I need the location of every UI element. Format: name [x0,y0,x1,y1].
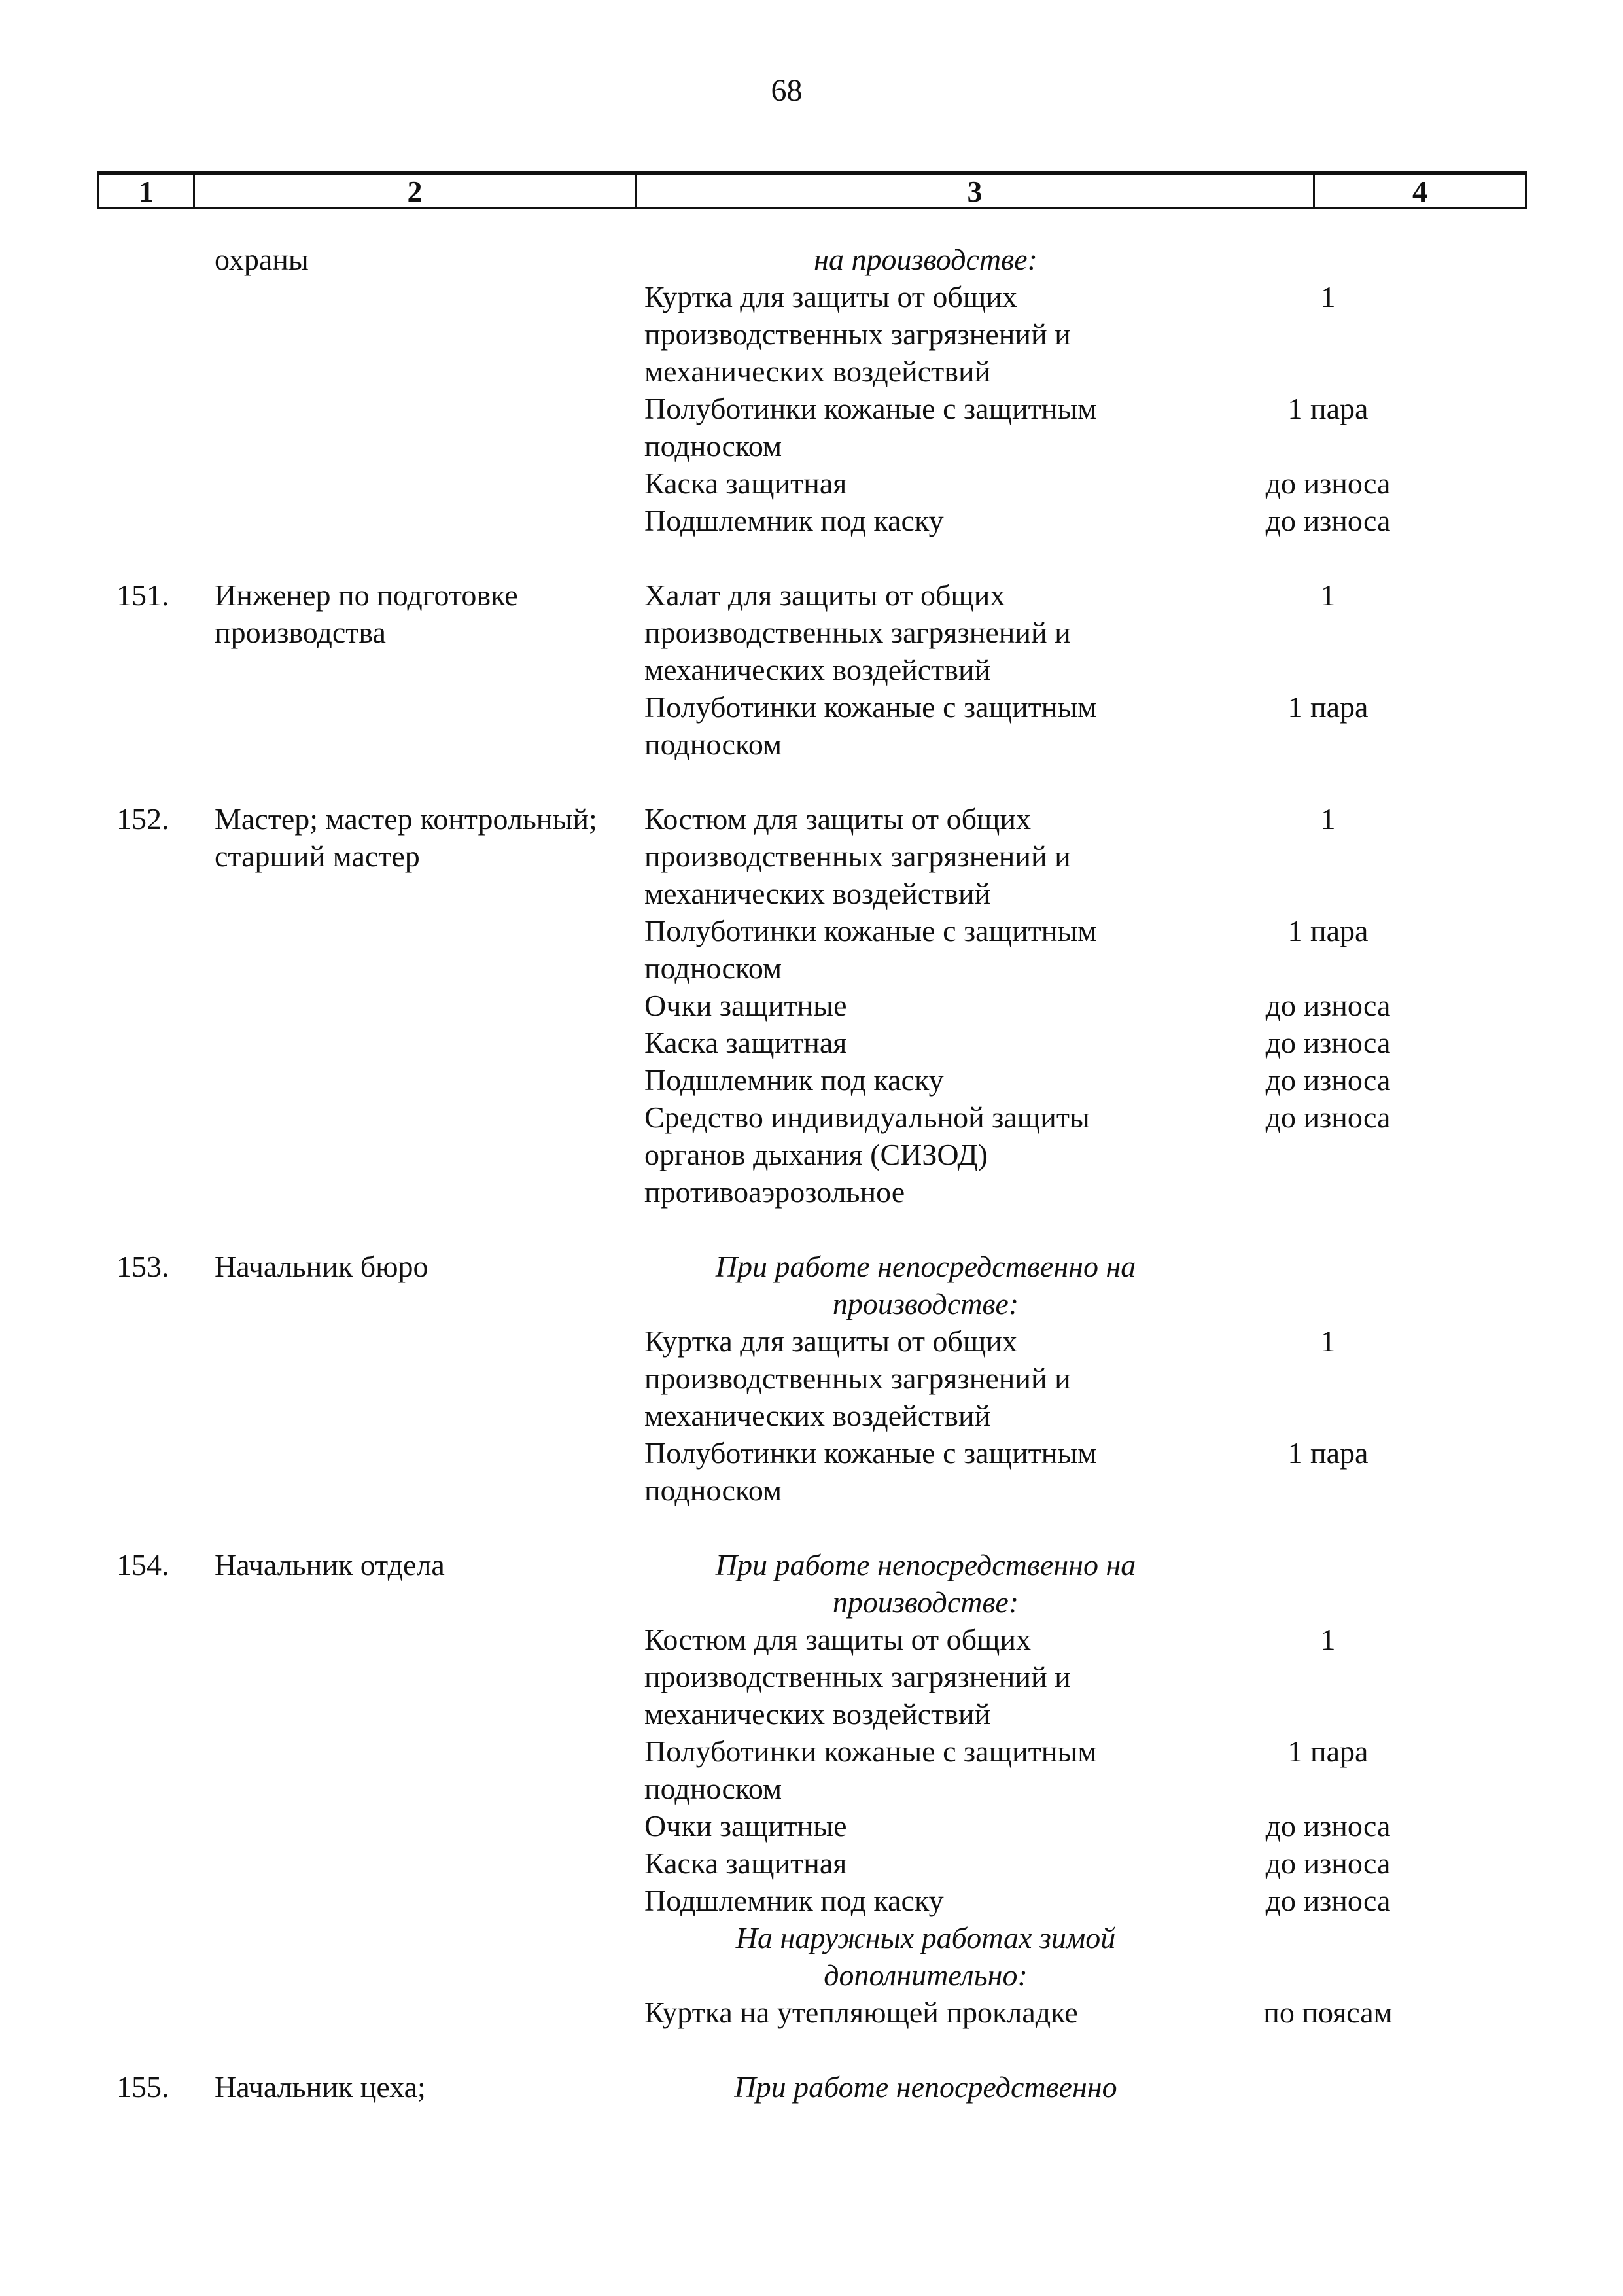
condition-note: При работе непосредственно [734,2070,1117,2104]
ppe-row [644,1322,1521,1434]
ppe-item: Очки защитные [644,1809,847,1843]
entry [0,241,1623,539]
ppe-quantity: 1 [1320,802,1336,836]
ppe-item: Полуботинки кожаные с защитным подноском [644,914,1097,985]
entry-items [644,1546,1521,2031]
entry-profession: Начальник отдела [215,1548,445,1581]
ppe-row [644,1621,1521,1733]
ppe-quantity: по поясам [1263,1996,1393,2029]
ppe-row [644,1434,1521,1509]
column-header-3: 3 [637,175,1315,207]
ppe-quantity: 1 [1320,280,1336,313]
entry-number: 153. [116,1250,169,1283]
ppe-quantity: до износа [1265,1809,1391,1843]
ppe-item: Куртка для защиты от общих производственных загрязнений и механических воздействий [644,280,1071,388]
ppe-quantity: до износа [1265,1063,1391,1097]
ppe-quantity: до износа [1265,1884,1391,1917]
ppe-item: Каска защитная [644,1026,847,1059]
ppe-item: Каска защитная [644,1846,847,1880]
ppe-row [644,576,1521,688]
column-header-4: 4 [1412,175,1427,208]
entry [0,576,1623,763]
ppe-item: Костюм для защиты от общих производственных загрязнений и механических воздействий [644,802,1071,910]
ppe-row [644,1099,1521,1210]
ppe-row [644,800,1521,912]
ppe-row [644,1882,1521,1919]
column-header-row [97,171,1527,209]
ppe-quantity: до износа [1265,504,1391,537]
entry-profession: охраны [215,243,309,276]
entry-profession: Инженер по подготовке производства [215,578,518,649]
entry-number: 152. [116,802,169,836]
condition-note: на производстве: [814,243,1038,276]
entry [0,1248,1623,1509]
ppe-item: Халат для защиты от общих производственных загрязнений и механических воздействий [644,578,1071,686]
ppe-row [644,1994,1521,2031]
ppe-row [644,1024,1521,1061]
ppe-row [644,912,1521,987]
column-header-2: 2 [195,175,637,207]
ppe-row [644,987,1521,1024]
ppe-quantity: до износа [1265,1026,1391,1059]
ppe-list [0,241,1623,2143]
entry-number: 155. [116,2070,169,2104]
ppe-row [644,688,1521,763]
ppe-item: Подшлемник под каску [644,1063,944,1097]
ppe-quantity: 1 пара [1287,1735,1369,1768]
condition-note: На наружных работах зимой дополнительно: [735,1921,1116,1992]
entry-items [644,1248,1521,1509]
ppe-row [644,465,1521,502]
ppe-item: Куртка на утепляющей прокладке [644,1996,1078,2029]
ppe-row [644,278,1521,390]
entry-number: 151. [116,578,169,612]
ppe-item: Полуботинки кожаные с защитным подноском [644,1735,1097,1805]
ppe-quantity: до износа [1265,467,1391,500]
ppe-row [644,1061,1521,1099]
ppe-row [644,390,1521,465]
entry [0,1546,1623,2031]
entry-profession: Начальник цеха; [215,2070,426,2104]
ppe-item: Костюм для защиты от общих производственных загрязнений и механических воздействий [644,1623,1071,1731]
entry [0,800,1623,1210]
entry-items [644,241,1521,539]
condition-note: При работе непосредственно на производстве: [715,1250,1136,1320]
ppe-item: Куртка для защиты от общих производственных загрязнений и механических воздействий [644,1324,1071,1432]
entry-items [644,800,1521,1210]
ppe-quantity: до износа [1265,1101,1391,1134]
entry-profession: Начальник бюро [215,1250,428,1283]
ppe-row [644,1845,1521,1882]
ppe-item: Подшлемник под каску [644,504,944,537]
ppe-item: Очки защитные [644,989,847,1022]
ppe-quantity: 1 [1320,578,1336,612]
ppe-row [644,1807,1521,1845]
ppe-item: Полуботинки кожаные с защитным подноском [644,690,1097,761]
condition-note: При работе непосредственно на производстве: [715,1548,1136,1619]
ppe-quantity: 1 пара [1287,914,1369,947]
ppe-quantity: 1 пара [1287,1436,1369,1470]
page-number: 68 [771,73,803,108]
ppe-quantity: до износа [1265,989,1391,1022]
ppe-quantity: 1 пара [1287,392,1369,425]
ppe-row [644,1733,1521,1807]
column-header-1: 1 [99,175,195,207]
ppe-quantity: 1 [1320,1324,1336,1358]
ppe-quantity: 1 пара [1287,690,1369,724]
entry-items [644,576,1521,763]
ppe-item: Полуботинки кожаные с защитным подноском [644,1436,1097,1507]
ppe-quantity: 1 [1320,1623,1336,1656]
ppe-item: Полуботинки кожаные с защитным подноском [644,392,1097,463]
entry [0,2068,1623,2106]
ppe-item: Подшлемник под каску [644,1884,944,1917]
entry-number: 154. [116,1548,169,1581]
entry-profession: Мастер; мастер контрольный; старший мастер [215,802,597,873]
ppe-quantity: до износа [1265,1846,1391,1880]
entry-items [644,2068,1521,2106]
ppe-item: Средство индивидуальной защиты органов дыхания (СИЗОД) противоаэрозольное [644,1101,1090,1209]
ppe-row [644,502,1521,539]
ppe-item: Каска защитная [644,467,847,500]
